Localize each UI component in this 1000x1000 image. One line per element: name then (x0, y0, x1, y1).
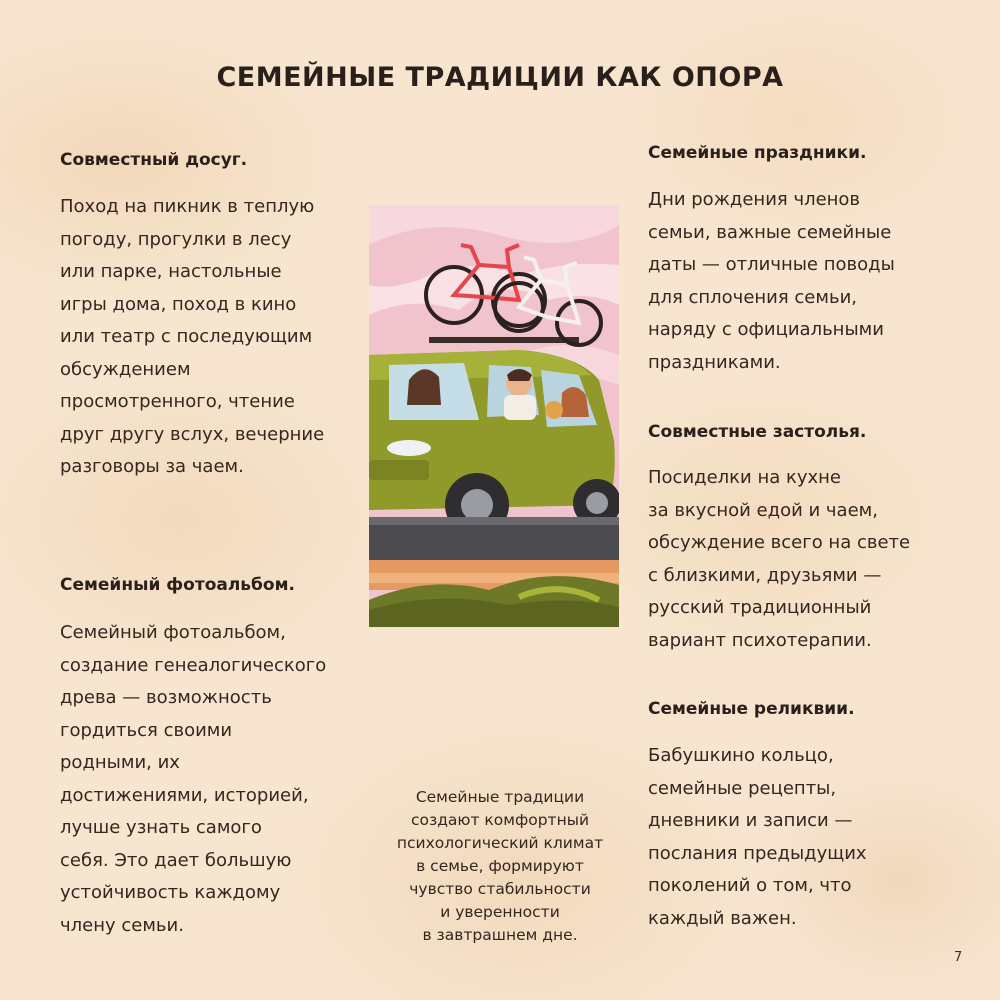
heading-photo-album: Семейный фотоальбом. (60, 575, 295, 595)
text-holidays: Дни рождения членов семьи, важные семейные даты — отличные поводы для сплочения семьи, наряду с официальными праздниками. (648, 189, 895, 373)
page-title: СЕМЕЙНЫЕ ТРАДИЦИИ КАК ОПОРА (216, 62, 784, 93)
page-number: 7 (954, 950, 963, 965)
text-relics: Бабушкино кольцо, семейные рецепты, дневники и записи — послания предыдущих поколений о том, что каждый важен. (648, 745, 867, 929)
heading-feasts: Совместные застолья. (648, 422, 867, 442)
family-car-trip-illustration (369, 205, 619, 627)
text-photo-album: Семейный фотоальбом, создание генеалогического древа — возможность гордиться своими родными, их достижениями, историей, лучше узнать самого себя. Это дает большую устойчивость каждому члену семьи. (60, 622, 327, 936)
heading-holidays: Семейные праздники. (648, 143, 867, 163)
illustration-caption: Семейные традиции создают комфортный психологический климат в семье, формируют чувство стабильности и уверенности в завтрашнем дне. (396, 788, 604, 944)
text-leisure: Поход на пикник в теплую погоду, прогулки в лесу или парке, настольные игры дома, поход в кино или театр с последующим обсуждением просмотренного, чтение друг другу вслух, вечерние разговоры за чаем. (60, 196, 325, 477)
heading-relics: Семейные реликвии. (648, 699, 855, 719)
heading-leisure: Совместный досуг. (60, 150, 248, 170)
text-feasts: Посиделки на кухне за вкусной едой и чаем, обсуждение всего на свете с близкими, друзьями — русский традиционный вариант психотерапии. (648, 467, 911, 651)
